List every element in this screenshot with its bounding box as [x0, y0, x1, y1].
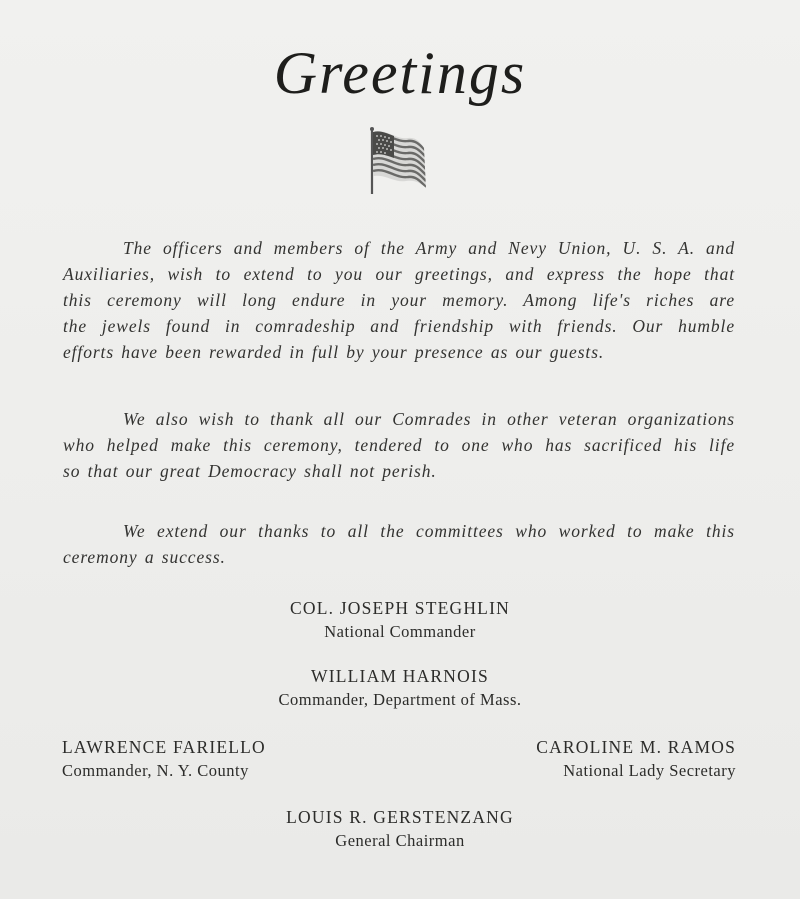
paragraph-greeting	[63, 235, 735, 365]
page-title: Greetings	[273, 40, 527, 106]
text-line: We extend our thanks to all the committees who worked to make this	[123, 521, 735, 541]
signature-role: General Chairman	[335, 831, 465, 850]
text-line: ceremony a success.	[63, 547, 226, 567]
signature-county-commander	[62, 736, 322, 782]
text-line: the jewels found in comradeship and friendship with friends. Our humble	[63, 316, 735, 336]
signature-name: CAROLINE M. RAMOS	[536, 737, 736, 757]
signature-national-commander	[200, 597, 600, 643]
signature-role: Commander, Department of Mass.	[278, 690, 522, 709]
paragraph-thanks-comrades	[63, 406, 735, 484]
text-line: Auxiliaries, wish to extend to you our greetings, and express the hope that	[63, 264, 735, 284]
signature-role: National Commander	[324, 622, 476, 641]
signature-name: LOUIS R. GERSTENZANG	[286, 807, 514, 827]
paragraph-thanks-committees	[63, 518, 735, 570]
text-line: this ceremony will long endure in your memory. Among life's riches are	[63, 290, 735, 310]
signature-lady-secretary	[480, 736, 736, 782]
text-line: efforts have been rewarded in full by your presence as our guests.	[63, 342, 605, 362]
text-line: The officers and members of the Army and Nevy Union, U. S. A. and	[123, 238, 735, 258]
text-line: so that our great Democracy shall not perish.	[63, 461, 437, 481]
american-flag-icon	[368, 126, 430, 196]
signature-general-chairman	[200, 806, 600, 852]
text-line: We also wish to thank all our Comrades in other veteran organizations	[123, 409, 735, 429]
signature-name: WILLIAM HARNOIS	[311, 666, 489, 686]
signature-name: LAWRENCE FARIELLO	[62, 737, 266, 757]
signature-role: Commander, N. Y. County	[62, 761, 249, 780]
signature-role: National Lady Secretary	[563, 761, 736, 780]
signature-department-commander	[200, 665, 600, 711]
signature-name: COL. JOSEPH STEGHLIN	[290, 598, 510, 618]
text-line: who helped make this ceremony, tendered to one who has sacrificed his life	[63, 435, 735, 455]
